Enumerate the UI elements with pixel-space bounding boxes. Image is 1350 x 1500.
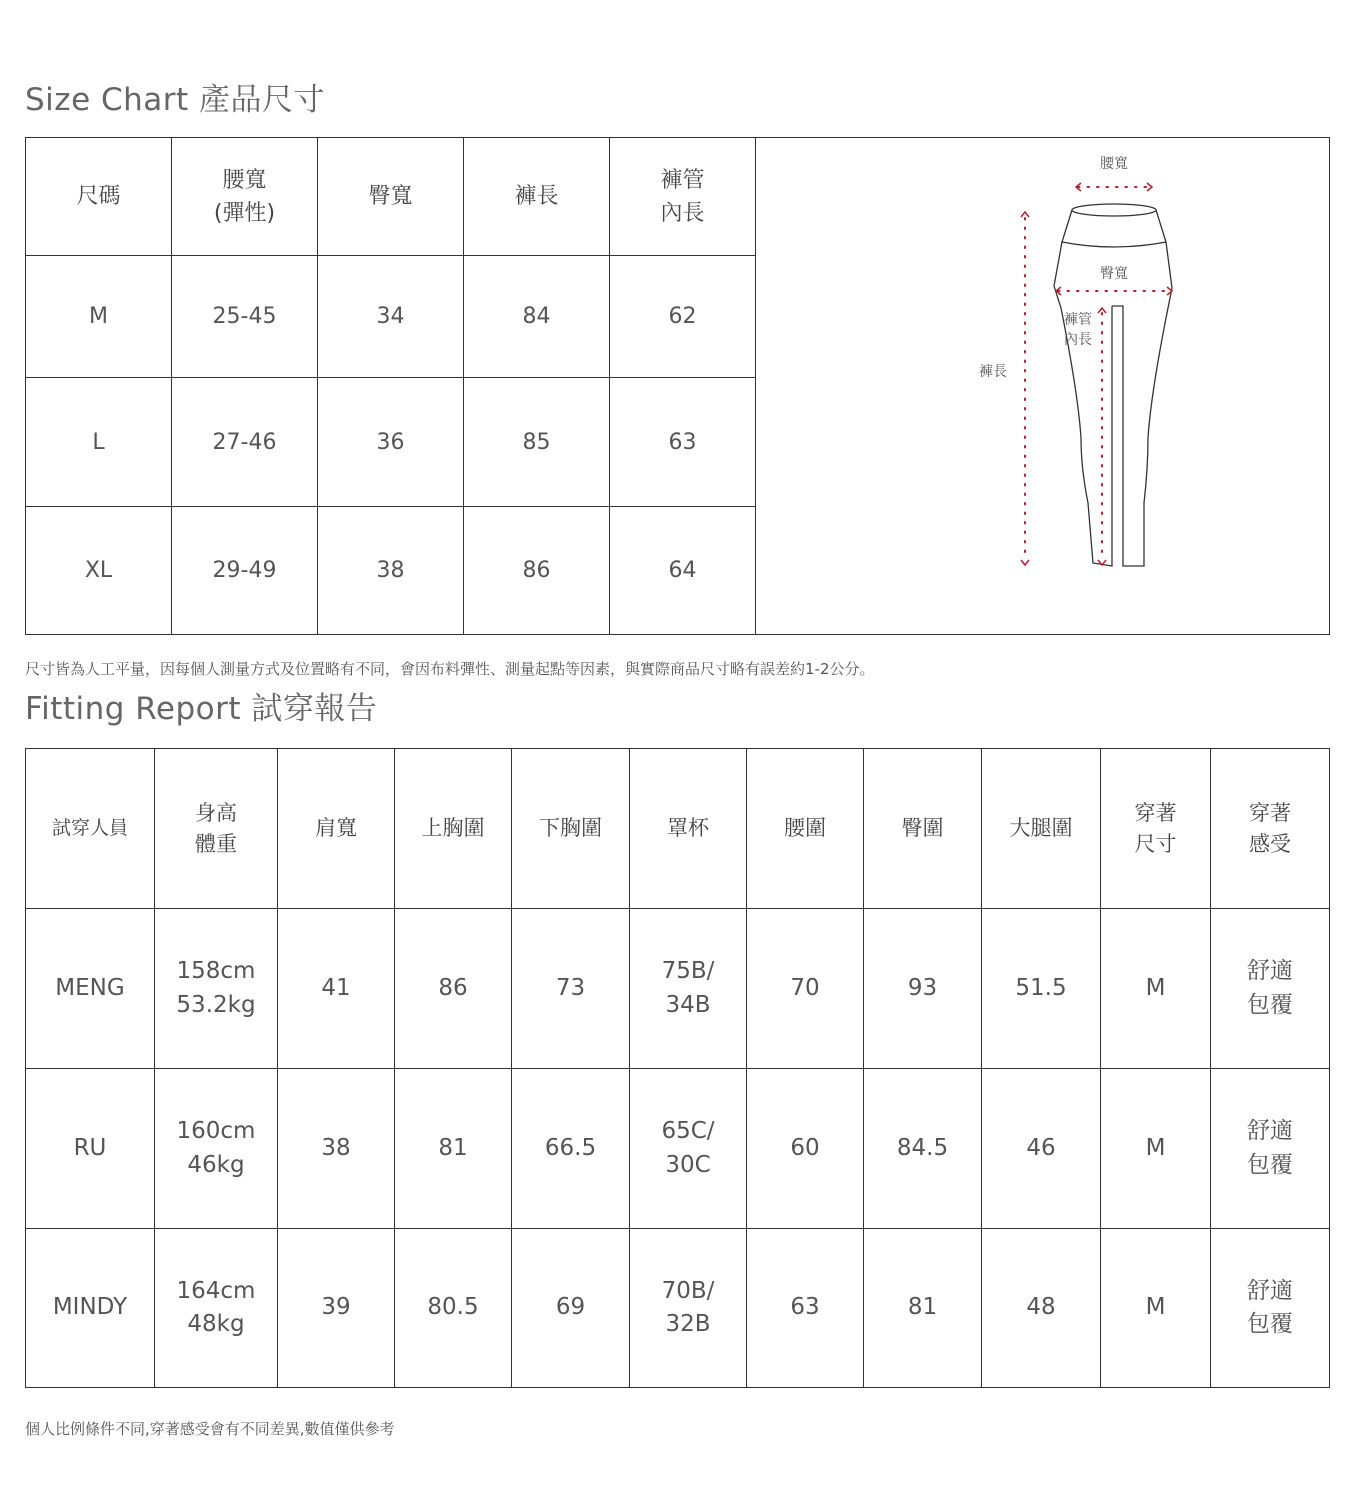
pants-diagram (756, 138, 1330, 635)
fitting-row-meng (26, 909, 1330, 1069)
header-feeling-line1: 穿著 (1249, 801, 1291, 826)
worn-size-cell: M (1101, 1069, 1211, 1229)
length-cell: 85 (464, 378, 610, 507)
bust-cell: 80.5 (395, 1229, 512, 1388)
header-feeling (1211, 749, 1330, 909)
hip-cell: 93 (864, 909, 982, 1069)
feeling-line1: 舒適 (1247, 958, 1293, 985)
feeling-line2: 包覆 (1247, 1151, 1293, 1178)
header-inseam-line2: 內長 (660, 200, 705, 226)
waist-label: 腰寬 (1100, 156, 1128, 172)
height-value: 160cm (176, 1118, 256, 1145)
underbust-cell: 69 (512, 1229, 630, 1388)
underbust-cell: 66.5 (512, 1069, 630, 1229)
cup-value-2: 34B (665, 991, 711, 1018)
hip-cell: 34 (318, 256, 464, 378)
fitting-row-mindy (26, 1229, 1330, 1388)
fitting-report-table (25, 748, 1330, 1388)
weight-value: 48kg (187, 1311, 245, 1337)
height-value: 164cm (176, 1277, 256, 1304)
pants-diagram-cell (756, 138, 1330, 635)
cup-value-1: 75B/ (661, 958, 715, 985)
weight-value: 53.2kg (176, 991, 256, 1018)
length-label: 褲長 (979, 364, 1007, 380)
model-name-cell: MENG (26, 909, 155, 1069)
length-arrow-top (1021, 212, 1029, 217)
cup-value-2: 30C (665, 1151, 711, 1178)
height-weight-cell (155, 909, 278, 1069)
model-name-cell: MINDY (26, 1229, 155, 1388)
feeling-line2: 包覆 (1247, 991, 1293, 1018)
worn-size-cell: M (1101, 1229, 1211, 1388)
waist-cell: 29-49 (172, 507, 318, 635)
inseam-cell: 63 (610, 378, 756, 507)
feeling-line1: 舒適 (1247, 1277, 1293, 1304)
size-cell: XL (26, 507, 172, 635)
fitting-row-ru (26, 1069, 1330, 1229)
shoulder-cell: 39 (278, 1229, 395, 1388)
thigh-cell: 46 (982, 1069, 1101, 1229)
waist-cell: 27-46 (172, 378, 318, 507)
header-height: 身高 (195, 801, 237, 826)
header-feeling-line2: 感受 (1249, 831, 1291, 856)
feeling-line2: 包覆 (1247, 1311, 1293, 1337)
size-header-row (26, 138, 1330, 256)
inseam-label-line2: 內長 (1064, 332, 1092, 348)
waist-cell: 25-45 (172, 256, 318, 378)
hip-label: 臀寬 (1100, 266, 1128, 282)
length-cell: 86 (464, 507, 610, 635)
size-chart-title: Size Chart 產品尺寸 (25, 82, 326, 118)
header-height-weight (155, 749, 278, 909)
header-underbust: 下胸圍 (512, 749, 630, 909)
bust-cell: 81 (395, 1069, 512, 1229)
inseam-cell: 62 (610, 256, 756, 378)
shoulder-cell: 38 (278, 1069, 395, 1229)
header-model: 試穿人員 (26, 749, 155, 909)
height-weight-cell (155, 1229, 278, 1388)
fitting-header-row (26, 749, 1330, 909)
inseam-label-line1: 褲管 (1064, 312, 1092, 328)
header-worn-size (1101, 749, 1211, 909)
length-cell: 84 (464, 256, 610, 378)
size-chart-table (25, 137, 1330, 635)
bust-cell: 86 (395, 909, 512, 1069)
thigh-cell: 48 (982, 1229, 1101, 1388)
height-value: 158cm (176, 958, 256, 985)
weight-value: 46kg (187, 1151, 245, 1178)
hip-cell: 38 (318, 507, 464, 635)
header-worn-size-line2: 尺寸 (1134, 831, 1177, 856)
hip-cell: 84.5 (864, 1069, 982, 1229)
header-worn-size-line1: 穿著 (1134, 801, 1177, 826)
inseam-cell: 64 (610, 507, 756, 635)
underbust-cell: 73 (512, 909, 630, 1069)
cup-value-1: 70B/ (661, 1277, 715, 1304)
header-waist-line1: 腰寬 (222, 167, 267, 193)
waist-cell: 63 (747, 1229, 864, 1388)
feeling-cell (1211, 1229, 1330, 1388)
fitting-report-title: Fitting Report 試穿報告 (25, 691, 378, 727)
fitting-report-note: 個人比例條件不同,穿著感受會有不同差異,數值僅供參考 (25, 1420, 395, 1438)
shoulder-cell: 41 (278, 909, 395, 1069)
waist-cell: 70 (747, 909, 864, 1069)
header-inseam-line1: 褲管 (660, 167, 705, 193)
pants-outline (1054, 204, 1172, 566)
header-waist (172, 138, 318, 256)
header-bust: 上胸圍 (395, 749, 512, 909)
hip-cell: 81 (864, 1229, 982, 1388)
cup-cell (630, 909, 747, 1069)
thigh-cell: 51.5 (982, 909, 1101, 1069)
waist-cell: 60 (747, 1069, 864, 1229)
header-hip: 臀寬 (318, 138, 464, 256)
header-inseam (610, 138, 756, 256)
size-chart-note: 尺寸皆為人工平量，因每個人測量方式及位置略有不同，會因布料彈性、測量起點等因素，與實際商品尺寸略有誤差約1-2公分。 (25, 660, 875, 678)
feeling-line1: 舒適 (1247, 1118, 1293, 1145)
cup-cell (630, 1229, 747, 1388)
header-cup: 罩杯 (630, 749, 747, 909)
header-weight: 體重 (195, 831, 237, 856)
header-thigh: 大腿圍 (982, 749, 1101, 909)
cup-cell (630, 1069, 747, 1229)
height-weight-cell (155, 1069, 278, 1229)
size-cell: L (26, 378, 172, 507)
feeling-cell (1211, 909, 1330, 1069)
worn-size-cell: M (1101, 909, 1211, 1069)
header-waist-line2: (彈性) (213, 200, 276, 226)
header-hip: 臀圍 (864, 749, 982, 909)
header-shoulder: 肩寬 (278, 749, 395, 909)
header-length: 褲長 (464, 138, 610, 256)
hip-cell: 36 (318, 378, 464, 507)
header-size: 尺碼 (26, 138, 172, 256)
cup-value-2: 32B (665, 1311, 711, 1337)
size-cell: M (26, 256, 172, 378)
model-name-cell: RU (26, 1069, 155, 1229)
header-waist: 腰圍 (747, 749, 864, 909)
feeling-cell (1211, 1069, 1330, 1229)
waist-arrow-right (1147, 183, 1152, 191)
cup-value-1: 65C/ (661, 1118, 715, 1145)
length-arrow-bottom (1021, 560, 1029, 565)
